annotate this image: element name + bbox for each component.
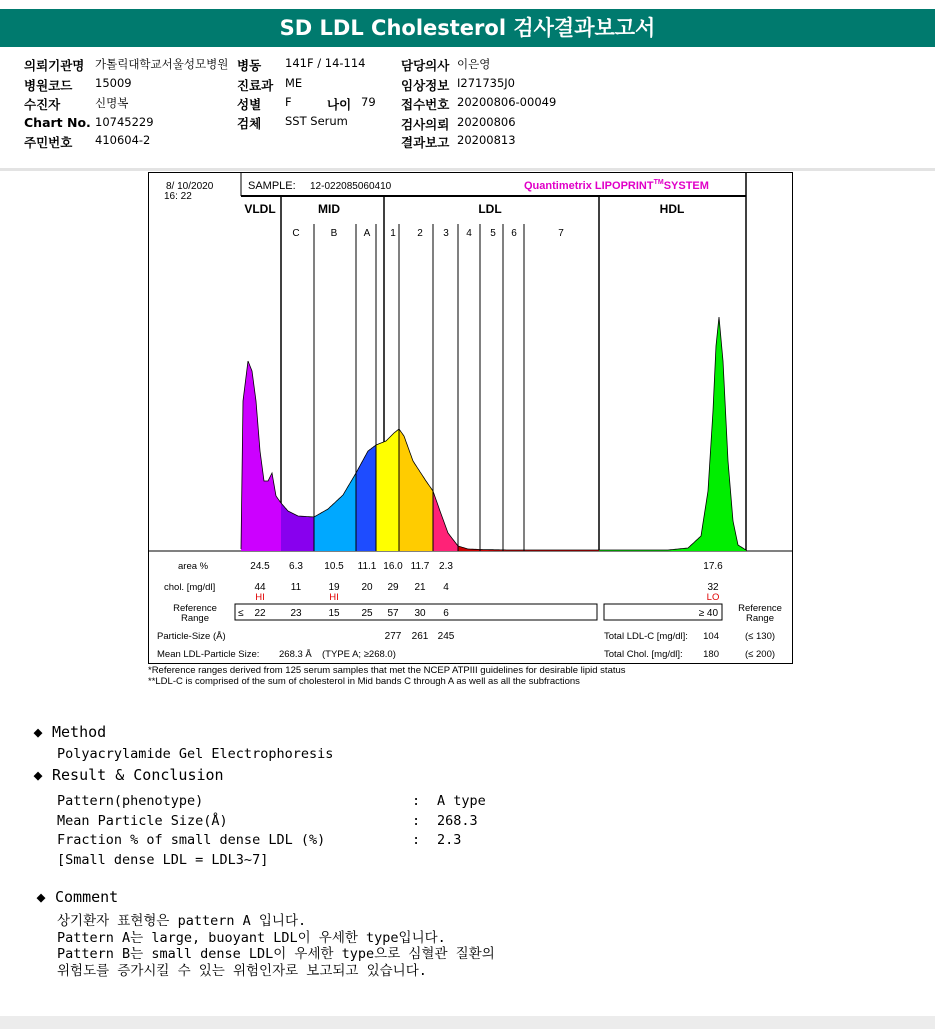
diamond-icon: ◆ [36, 888, 46, 906]
method-heading: ◆ Method [30, 723, 106, 741]
area-value: 16.0 [383, 561, 403, 572]
chol-value: 11 [290, 582, 302, 593]
section-divider [0, 168, 935, 171]
row-area-label: area % [178, 561, 209, 572]
info-value: 신명복 [95, 96, 129, 110]
ref-value: 30 [414, 608, 426, 619]
info-value: 가톨릭대학교서울성모병원 [95, 57, 229, 71]
comment-line: Pattern B는 small dense LDL이 우세한 type으로 심혈관 질환의 [57, 946, 495, 962]
info-value: 141F / 14-114 [285, 56, 366, 70]
info-label: 검사의뢰 [401, 117, 450, 132]
comment-heading: ◆ Comment [33, 888, 118, 906]
result-label: Fraction % of small dense LDL (%) [57, 832, 326, 848]
ref-value: 57 [387, 608, 399, 619]
particle-size-value: 261 [411, 631, 429, 642]
total-ldl-ref: (≤ 130) [745, 631, 776, 642]
band-label: 2 [417, 228, 423, 239]
info-label: 진료과 [237, 78, 274, 93]
comment-line: Pattern A는 large, buoyant LDL이 우세한 type입니다. [57, 930, 446, 946]
report-time: 16: 22 [164, 191, 192, 202]
diamond-icon: ◆ [33, 723, 43, 741]
hdl-ref-label: Range [746, 613, 774, 624]
row-ref-label: Range [181, 613, 209, 624]
info-value: 이은영 [457, 57, 491, 71]
ref-leq-symbol: ≤ [238, 608, 244, 619]
patient-info-panel [0, 49, 935, 169]
row-particle-label: Particle-Size (Å) [157, 631, 226, 642]
group-ldl: LDL [478, 202, 502, 216]
hdl-ref-value: ≥ 40 [698, 608, 718, 619]
area-value: 24.5 [250, 561, 270, 572]
chol-value: 44 [254, 582, 266, 593]
info-label: 임상정보 [401, 78, 450, 93]
report-date: 8/ 10/2020 [166, 181, 214, 192]
chol-value: 19 [328, 582, 340, 593]
info-label: Chart No. [24, 115, 91, 130]
total-ldl-label: Total LDL-C [mg/dl]: [604, 631, 688, 642]
result-value: 268.3 [437, 813, 478, 829]
band-label: 1 [390, 228, 396, 239]
info-value: F [285, 95, 292, 109]
area-value: 11.7 [410, 561, 430, 572]
info-label: 담당의사 [401, 58, 450, 73]
ref-value: 6 [443, 608, 449, 619]
chol-value: 21 [414, 582, 426, 593]
info-value: 79 [361, 95, 376, 109]
band-label: 3 [443, 228, 449, 239]
band-label: B [330, 228, 338, 239]
particle-size-value: 245 [437, 631, 455, 642]
area-value: 2.3 [439, 561, 453, 572]
total-chol-ref: (≤ 200) [745, 649, 776, 660]
total-ldl-value: 104 [703, 631, 719, 642]
mean-ldl-label: Mean LDL-Particle Size: [157, 649, 260, 660]
row-ref-label: Reference [173, 603, 217, 614]
mean-ldl-type: (TYPE A; ≥268.0) [322, 649, 396, 660]
chol-value: 20 [361, 582, 373, 593]
mean-ldl-value: 268.3 Å [279, 649, 312, 660]
report-title: SD LDL Cholesterol 검사결과보고서 [0, 9, 935, 47]
info-value: 20200806 [457, 115, 516, 129]
info-value: 410604-2 [95, 133, 151, 147]
band-label: 7 [558, 228, 564, 239]
page-footer-bar [0, 1016, 935, 1029]
ref-value: 25 [361, 608, 373, 619]
area-value: 17.6 [703, 561, 723, 572]
particle-size-value: 277 [384, 631, 402, 642]
footnote: **LDL-C is comprised of the sum of cholesterol in Mid bands C through A as well as all the subfractions [148, 675, 580, 687]
band-area-1 [376, 429, 399, 551]
band-label: 6 [511, 228, 517, 239]
total-chol-value: 180 [703, 649, 719, 660]
comment-line: 상기환자 표현형은 pattern A 입니다. [57, 913, 307, 929]
hdl-ref-label: Reference [738, 603, 782, 614]
area-value: 6.3 [289, 561, 303, 572]
ref-value: 22 [254, 608, 266, 619]
result-value: A type [437, 793, 486, 809]
footnote: *Reference ranges derived from 125 serum samples that met the NCEP ATPIII guidelines for desirable lipid status [148, 665, 626, 676]
flag-value: HI [329, 592, 339, 603]
info-label: 접수번호 [401, 97, 450, 112]
group-mid: MID [318, 202, 340, 216]
sample-label: SAMPLE: [248, 180, 296, 192]
diamond-icon: ◆ [33, 766, 43, 784]
lipoprint-chart [148, 172, 793, 664]
info-label: 병동 [237, 58, 262, 73]
info-value: ME [285, 76, 303, 90]
result-label: Mean Particle Size(Å) [57, 813, 228, 829]
comment-line: 위험도를 증가시킬 수 있는 위험인자로 보고되고 있습니다. [57, 963, 427, 979]
result-note: [Small dense LDL = LDL3~7] [57, 852, 269, 868]
info-value: 20200813 [457, 133, 516, 147]
info-value: 10745229 [95, 115, 154, 129]
ref-value: 15 [328, 608, 340, 619]
result-colon: : [412, 813, 421, 829]
info-label: 의뢰기관명 [24, 58, 85, 73]
info-label: 병원코드 [24, 78, 73, 93]
result-label: Pattern(phenotype) [57, 793, 204, 809]
area-value: 11.1 [357, 561, 377, 572]
info-label: 수진자 [24, 97, 61, 112]
sample-id: 12-022085060410 [310, 181, 392, 192]
flag-value: HI [255, 592, 265, 603]
info-label: 주민번호 [24, 135, 73, 150]
chol-value: 32 [707, 582, 719, 593]
info-value: 20200806-00049 [457, 95, 557, 109]
result-value: 2.3 [437, 832, 462, 848]
total-chol-label: Total Chol. [mg/dl]: [604, 649, 683, 660]
band-label: 5 [490, 228, 496, 239]
method-text: Polyacrylamide Gel Electrophoresis [57, 746, 334, 762]
area-value: 10.5 [324, 561, 344, 572]
brand-name: Quantimetrix LIPOPRINT™SYSTEM [524, 179, 709, 192]
band-label: 4 [466, 228, 472, 239]
band-label: C [292, 228, 300, 239]
group-hdl: HDL [659, 202, 685, 216]
result-heading: ◆ Result & Conclusion [30, 766, 224, 784]
footnotes [148, 666, 626, 687]
info-label: 결과보고 [401, 135, 450, 150]
chol-value: 4 [443, 582, 449, 593]
band-label: A [363, 228, 371, 239]
info-value: 15009 [95, 76, 132, 90]
result-colon: : [412, 793, 421, 809]
info-label: 성별 [237, 97, 262, 112]
chol-value: 29 [387, 582, 399, 593]
lipoprint-report [148, 172, 793, 664]
info-label: 검체 [237, 116, 262, 131]
result-colon: : [412, 832, 421, 848]
flag-value: LO [706, 592, 720, 603]
info-value: I271735J0 [457, 76, 515, 90]
group-vldl: VLDL [244, 202, 276, 216]
info-label: 나이 [327, 97, 352, 112]
ref-value: 23 [290, 608, 302, 619]
row-chol-label: chol. [mg/dl] [164, 582, 216, 593]
info-value: SST Serum [285, 114, 348, 128]
